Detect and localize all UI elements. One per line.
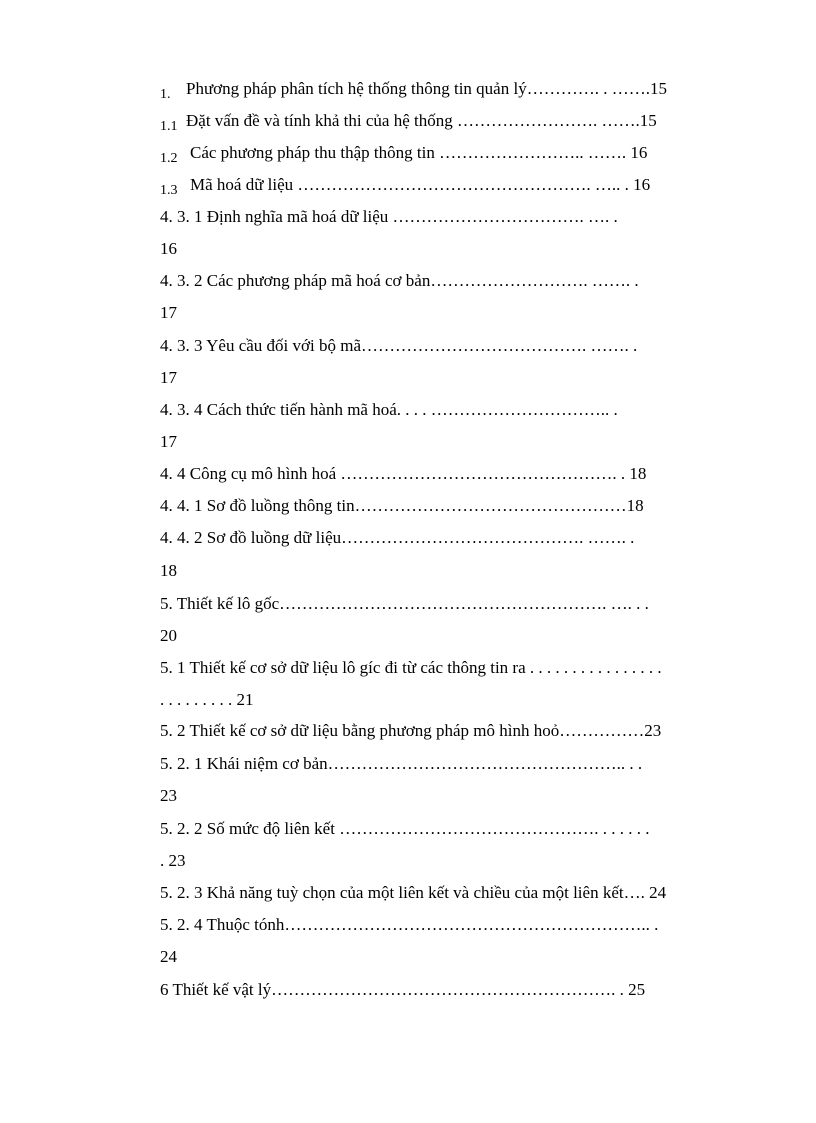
toc-line-18: 20 — [160, 626, 177, 645]
toc-number: 1. — [160, 87, 171, 102]
toc-line-4 — [160, 175, 650, 197]
toc-number: 1.1 — [160, 119, 178, 134]
toc-entry-text: Đặt vấn đề và tính khả thi của hệ thống ……………………. …….15 — [186, 111, 657, 130]
toc-line-14: 4. 4. 1 Sơ đồ luồng thông tin…………………………………………18 — [160, 496, 644, 515]
toc-line-21: 5. 2 Thiết kế cơ sở dữ liệu bằng phương pháp mô hình hoỏ……………23 — [160, 721, 662, 740]
toc-line-17: 5. Thiết kế lô gốc…………………………………………………. …. . . — [160, 594, 649, 613]
toc-entry-text: Các phương pháp thu thập thông tin …………………….. ……. 16 — [190, 143, 648, 162]
toc-line-23: 23 — [160, 786, 177, 805]
toc-line-5: 4. 3. 1 Định nghĩa mã hoá dữ liệu ……………………………. …. . — [160, 207, 618, 226]
toc-line-9: 4. 3. 3 Yêu cầu đối với bộ mã…………………………………. ……. . — [160, 336, 638, 355]
toc-line-16: 18 — [160, 561, 177, 580]
toc-line-27: 5. 2. 4 Thuộc tónh……………………………………………………….. . — [160, 915, 659, 934]
toc-line-2 — [160, 111, 657, 133]
toc-line-1 — [160, 79, 667, 101]
toc-line-3 — [160, 143, 647, 165]
toc-line-11: 4. 3. 4 Cách thức tiến hành mã hoá. . . . ………………………….. . — [160, 400, 618, 419]
toc-line-13: 4. 4 Công cụ mô hình hoá …………………………………………. . 18 — [160, 464, 647, 483]
toc-line-6: 16 — [160, 239, 177, 258]
toc-entry-text: Mã hoá dữ liệu ……………………………………………. ….. . 16 — [190, 175, 651, 194]
toc-number: 1.2 — [160, 151, 178, 166]
toc-line-28: 24 — [160, 947, 177, 966]
toc-line-20: . . . . . . . . . 21 — [160, 690, 254, 709]
toc-line-29: 6 Thiết kế vật lý……………………………………………………. . 25 — [160, 980, 646, 999]
toc-number: 1.3 — [160, 183, 178, 198]
toc-line-25: . 23 — [160, 851, 186, 870]
toc-line-8: 17 — [160, 303, 177, 322]
toc-line-7: 4. 3. 2 Các phương pháp mã hoá cơ bản………………………. ……. . — [160, 271, 639, 290]
toc-line-22: 5. 2. 1 Khái niệm cơ bản…………………………………………….. . . — [160, 754, 643, 773]
toc-line-10: 17 — [160, 368, 177, 387]
toc-line-24: 5. 2. 2 Số mức độ liên kết ………………………………………. . . . . . . — [160, 819, 650, 838]
toc-line-19: 5. 1 Thiết kế cơ sở dữ liệu lô gíc đi từ các thông tin ra . . . . . . . . . . . . . . . . — [160, 658, 662, 677]
toc-entry-text: Phương pháp phân tích hệ thống thông tin quản lý…………. . …….15 — [186, 79, 667, 98]
toc-line-15: 4. 4. 2 Sơ đồ luồng dữ liệu……………………………………. ……. . — [160, 528, 635, 547]
toc-line-12: 17 — [160, 432, 177, 451]
toc-line-26: 5. 2. 3 Khả năng tuỳ chọn của một liên kết và chiều của một liên kết…. 24 — [160, 883, 667, 902]
